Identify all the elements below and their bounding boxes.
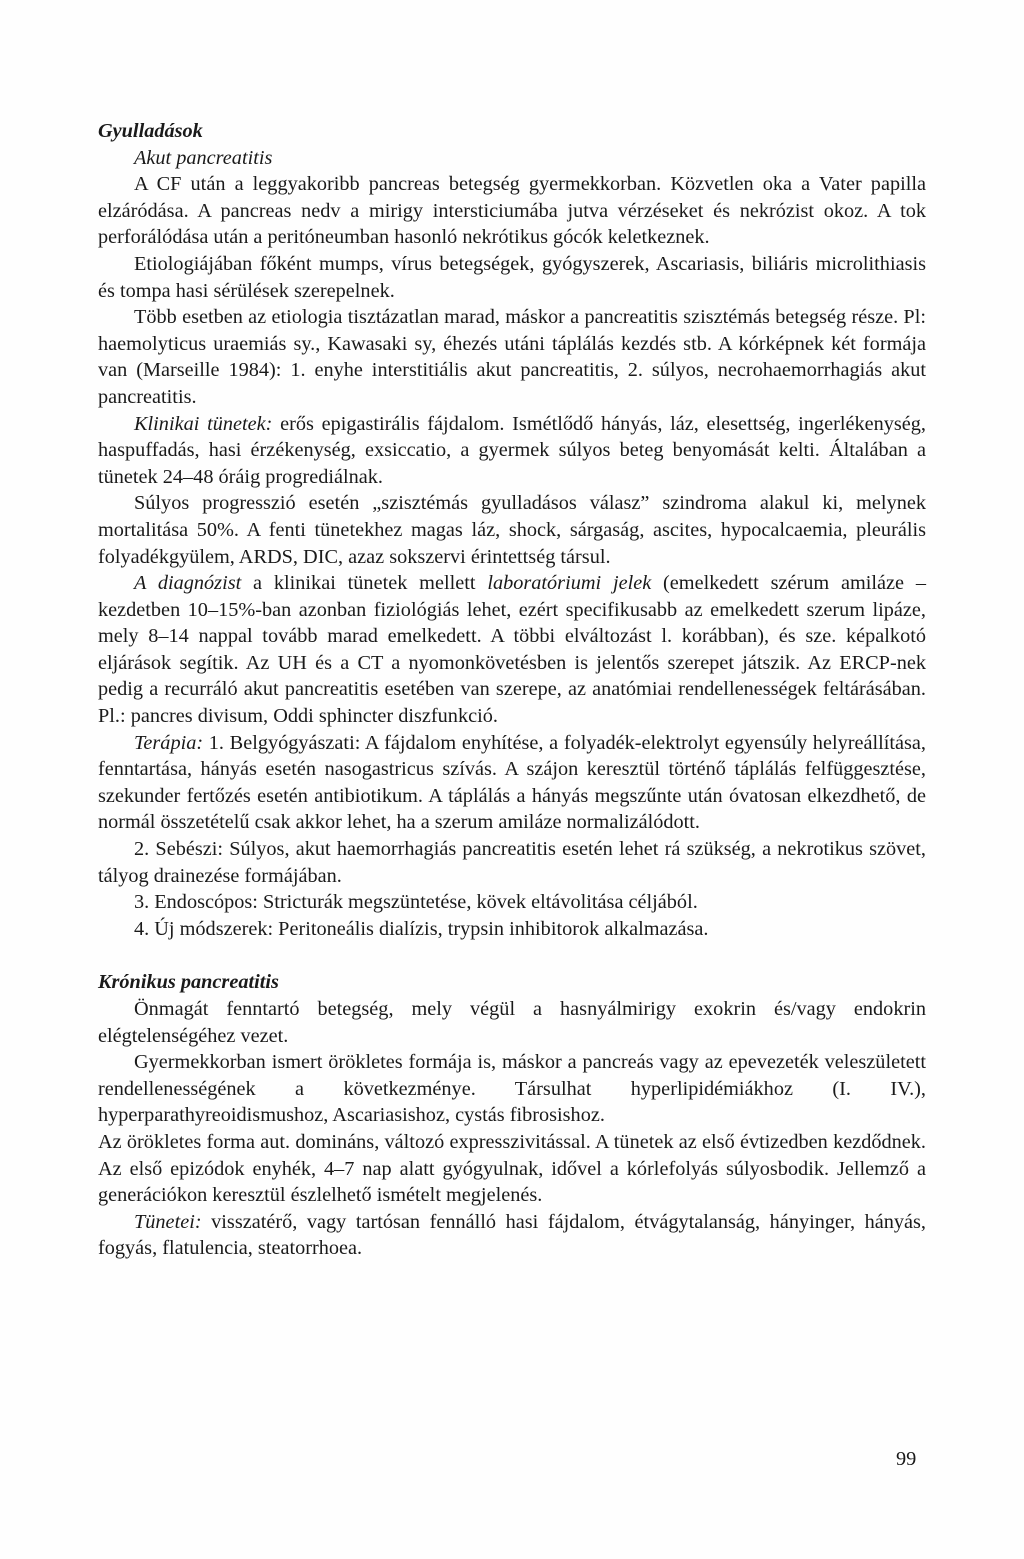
paragraph: Több esetben az etiologia tisztázatlan marad, máskor a pancreatitis szisztémás betegség része. Pl: haemolyticus uraemiás sy., Kawasaki sy, éhezés utáni táplálás kezdés stb. A kórképnek két formája van (Marseille 1984): 1. enyhe interstitiális akut pancreatitis, 2. súlyos, necrohaemorrhagiás akut pancreatitis. (98, 306, 926, 408)
paragraph: 3. Endoscópos: Stricturák megszüntetése, kövek eltávolitása céljából. (134, 891, 698, 914)
paragraph-therapy (98, 730, 926, 836)
paragraph-text: visszatérő, vagy tartósan fennálló hasi fájdalom, étvágytalanság, hányinger, hányás, fogyás, flatulencia, steatorrhoea. (98, 1210, 926, 1260)
section-spacer (98, 942, 926, 969)
subheading-akut-pancreatitis: Akut pancreatitis (134, 146, 273, 169)
paragraph-diagnosis (98, 570, 926, 730)
page-number: 99 (896, 1448, 917, 1470)
therapy-label: Terápia: (134, 731, 204, 754)
paragraph-symptoms (98, 1209, 926, 1262)
paragraph: Önmagát fenntartó betegség, mely végül a hasnyálmirigy exokrin és/vagy endokrin elégtelenségéhez vezet. (98, 998, 926, 1047)
paragraph: Az örökletes forma aut. domináns, változó expresszivitással. A tünetek az első évtizedben kezdődnek. Az első epizódok enyhék, 4–7 nap alatt gyógyulnak, idővel a kórlefolyás súlyosbodik. Jellemző a generációkon keresztül észlelhető ismételt megjelenés. (98, 1130, 926, 1207)
paragraph: A CF után a leggyakoribb pancreas betegség gyermekkorban. Közvetlen oka a Vater papilla elzáródása. A pancreas nedv a mirigy intersticiumába jutva vérzéseket és nekrózist okoz. A tok perforálódása után a peritóneumban hasonló nekrótikus gócók keletkeznek. (98, 173, 926, 249)
paragraph: 4. Új módszerek: Peritoneális dialízis, trypsin inhibitorok alkalmazása. (134, 917, 709, 940)
paragraph-text: erős epigastirális fájdalom. Ismétlődő hányás, láz, elesettség, ingerlékenység, haspuffadás, hasi érzékenység, exsiccatio, a gyermek súlyos beteg benyomását kelti. Általában a tünetek 24–48 óráig progrediálnak. (98, 412, 926, 488)
paragraph: 2. Sebészi: Súlyos, akut haemorrhagiás pancreatitis esetén lehet rá szükség, a nekrotikus szövet, tályog drainezése formájában. (98, 838, 926, 887)
paragraph: Gyermekkorban ismert örökletes formája is, máskor a pancreás vagy az epevezeték veleszületett rendellenességének a következménye. Társulhat hyperlipidémiákhoz (I. IV.), hyperparathyreoidismushoz, Ascariasishoz, cystás fibrosishoz. (98, 1051, 926, 1127)
symptoms-label: Tünetei: (134, 1210, 202, 1233)
paragraph: Etiologiájában főként mumps, vírus betegségek, gyógyszerek, Ascariasis, biliáris microlithiasis és tompa hasi sérülések szerepelnek. (98, 252, 926, 302)
diagnosis-label: A diagnózist (134, 572, 242, 595)
paragraph-text: 1. Belgyógyászati: A fájdalom enyhítése, a folyadék-elektrolyt egyensúly helyreállítása, fenntartása, hányás esetén nasogastricus szívás. A szájon keresztül történő táplálás felfüggesztése, szekunder fertőzés esetén antibiotikum. A táplálás a hányás megszűnte után óvatosan elkezdhető, de normál összetételű csak akkor lehet, ha a szerum amiláze normalizálódott. (98, 731, 926, 834)
paragraph: Súlyos progresszió esetén „szisztémás gyulladásos válasz” szindroma alakul ki, melynek mortalitása 50%. A fenti tünetekhez magas láz, shock, sárgaság, ascites, hypocalcaemia, pleurális folyadékgyülem, ARDS, DIC, azaz sokszervi érintettség társul. (98, 492, 926, 568)
paragraph-text: (emelkedett szérum amiláze – kezdetben 10–15%-ban azonban fiziológiás lehet, ezért specifikusabb az emelkedett szerum lipáze, mely 8–14 nappal tovább marad emelkedett. A többi elváltozást l. korábban), és sze. képalkotó eljárások segítik. Az UH és a CT a nyomonkövetésben is jelentős szerepet játszik. Az ERCP-nek pedig a recurráló akut pancreatitis esetében van szerepe, az anatómiai rendellenességek feltárásában. Pl.: pancres divisum, Oddi sphincter diszfunkció. (98, 572, 926, 728)
lab-signs-label: laboratóriumi jelek (487, 572, 652, 595)
paragraph-clinical-symptoms (98, 411, 926, 491)
section-heading-kronikus-pancreatitis: Krónikus pancreatitis (98, 971, 279, 994)
clinical-symptoms-label: Klinikai tünetek: (134, 412, 273, 435)
section-heading-gyulladasok: Gyulladások (98, 120, 203, 142)
paragraph-text: a klinikai tünetek mellett (241, 572, 488, 595)
page-body (98, 118, 926, 1262)
